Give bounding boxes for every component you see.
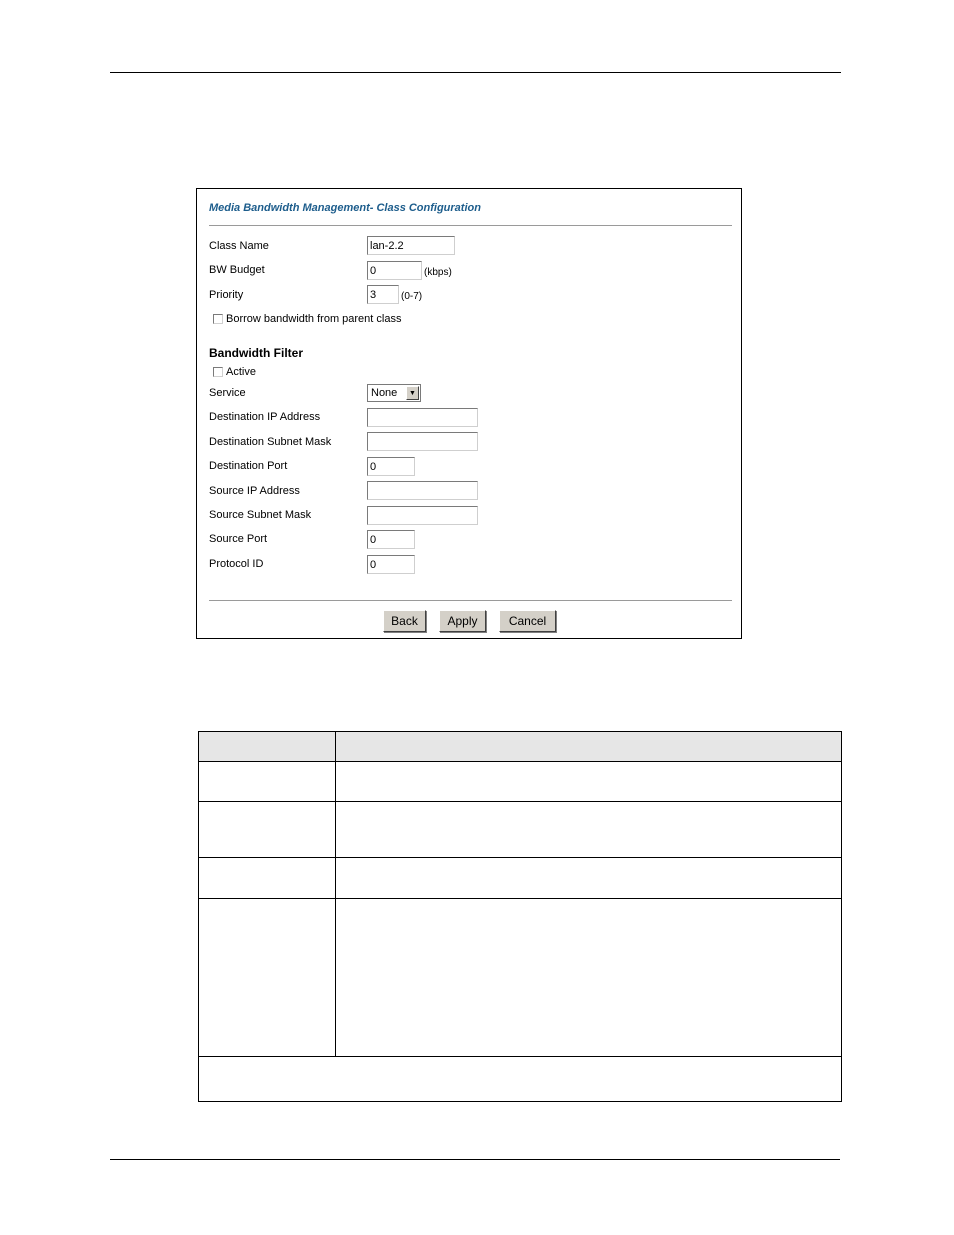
active-option[interactable] xyxy=(213,366,256,378)
source-port-label: Source Port xyxy=(209,533,268,545)
table-cell xyxy=(199,858,336,899)
source-mask-label: Source Subnet Mask xyxy=(209,509,312,521)
footer-rule xyxy=(110,1159,840,1160)
panel-title: Media Bandwidth Management- Class Configuration xyxy=(209,202,481,214)
class-name-label: Class Name xyxy=(209,240,269,252)
apply-button[interactable]: Apply xyxy=(439,610,486,632)
borrow-bandwidth-label: Borrow bandwidth from parent class xyxy=(226,313,402,325)
source-ip-label: Source IP Address xyxy=(209,485,300,497)
table-cell xyxy=(336,899,842,1057)
table-cell xyxy=(336,858,842,899)
table-row xyxy=(199,802,842,858)
field-description-table xyxy=(198,731,842,1102)
bw-budget-unit: (kbps) xyxy=(424,267,452,278)
table-header-row xyxy=(199,732,842,762)
destination-ip-input[interactable] xyxy=(367,408,478,427)
table-cell xyxy=(336,762,842,802)
table-row xyxy=(199,899,842,1057)
priority-range: (0-7) xyxy=(401,291,423,302)
protocol-id-label: Protocol ID xyxy=(209,558,264,570)
source-ip-input[interactable] xyxy=(367,481,478,500)
table-footer-row xyxy=(199,1057,842,1102)
bw-budget-input[interactable] xyxy=(367,261,422,280)
bandwidth-filter-heading: Bandwidth Filter xyxy=(209,346,303,360)
source-port-input[interactable] xyxy=(367,530,415,549)
active-checkbox[interactable] xyxy=(213,367,223,377)
table-cell xyxy=(336,802,842,858)
destination-ip-label: Destination IP Address xyxy=(209,411,321,423)
destination-port-label: Destination Port xyxy=(209,460,288,472)
table-row xyxy=(199,858,842,899)
table-cell xyxy=(199,899,336,1057)
service-selected-value: None xyxy=(371,387,398,399)
chevron-down-icon[interactable]: ▼ xyxy=(406,386,419,400)
destination-port-input[interactable] xyxy=(367,457,415,476)
cancel-button[interactable]: Cancel xyxy=(499,610,556,632)
back-button[interactable]: Back xyxy=(383,610,426,632)
class-name-input[interactable] xyxy=(367,236,455,255)
buttons-divider xyxy=(209,600,732,601)
table-footer-cell xyxy=(199,1057,842,1102)
table-cell xyxy=(199,762,336,802)
priority-input[interactable] xyxy=(367,285,399,304)
table-row xyxy=(199,762,842,802)
bw-budget-label: BW Budget xyxy=(209,264,265,276)
borrow-bandwidth-checkbox[interactable] xyxy=(213,314,223,324)
service-select[interactable] xyxy=(367,384,421,402)
table-cell xyxy=(199,802,336,858)
title-divider xyxy=(209,225,732,226)
destination-mask-input[interactable] xyxy=(367,432,478,451)
header-rule xyxy=(110,72,841,73)
borrow-bandwidth-option[interactable] xyxy=(213,313,401,325)
table-header-description xyxy=(336,732,842,762)
priority-label: Priority xyxy=(209,289,244,301)
active-label: Active xyxy=(226,366,256,378)
protocol-id-input[interactable] xyxy=(367,555,415,574)
table-header-label xyxy=(199,732,336,762)
class-configuration-panel xyxy=(196,188,742,639)
destination-mask-label: Destination Subnet Mask xyxy=(209,436,332,448)
source-mask-input[interactable] xyxy=(367,506,478,525)
service-label: Service xyxy=(209,387,246,399)
